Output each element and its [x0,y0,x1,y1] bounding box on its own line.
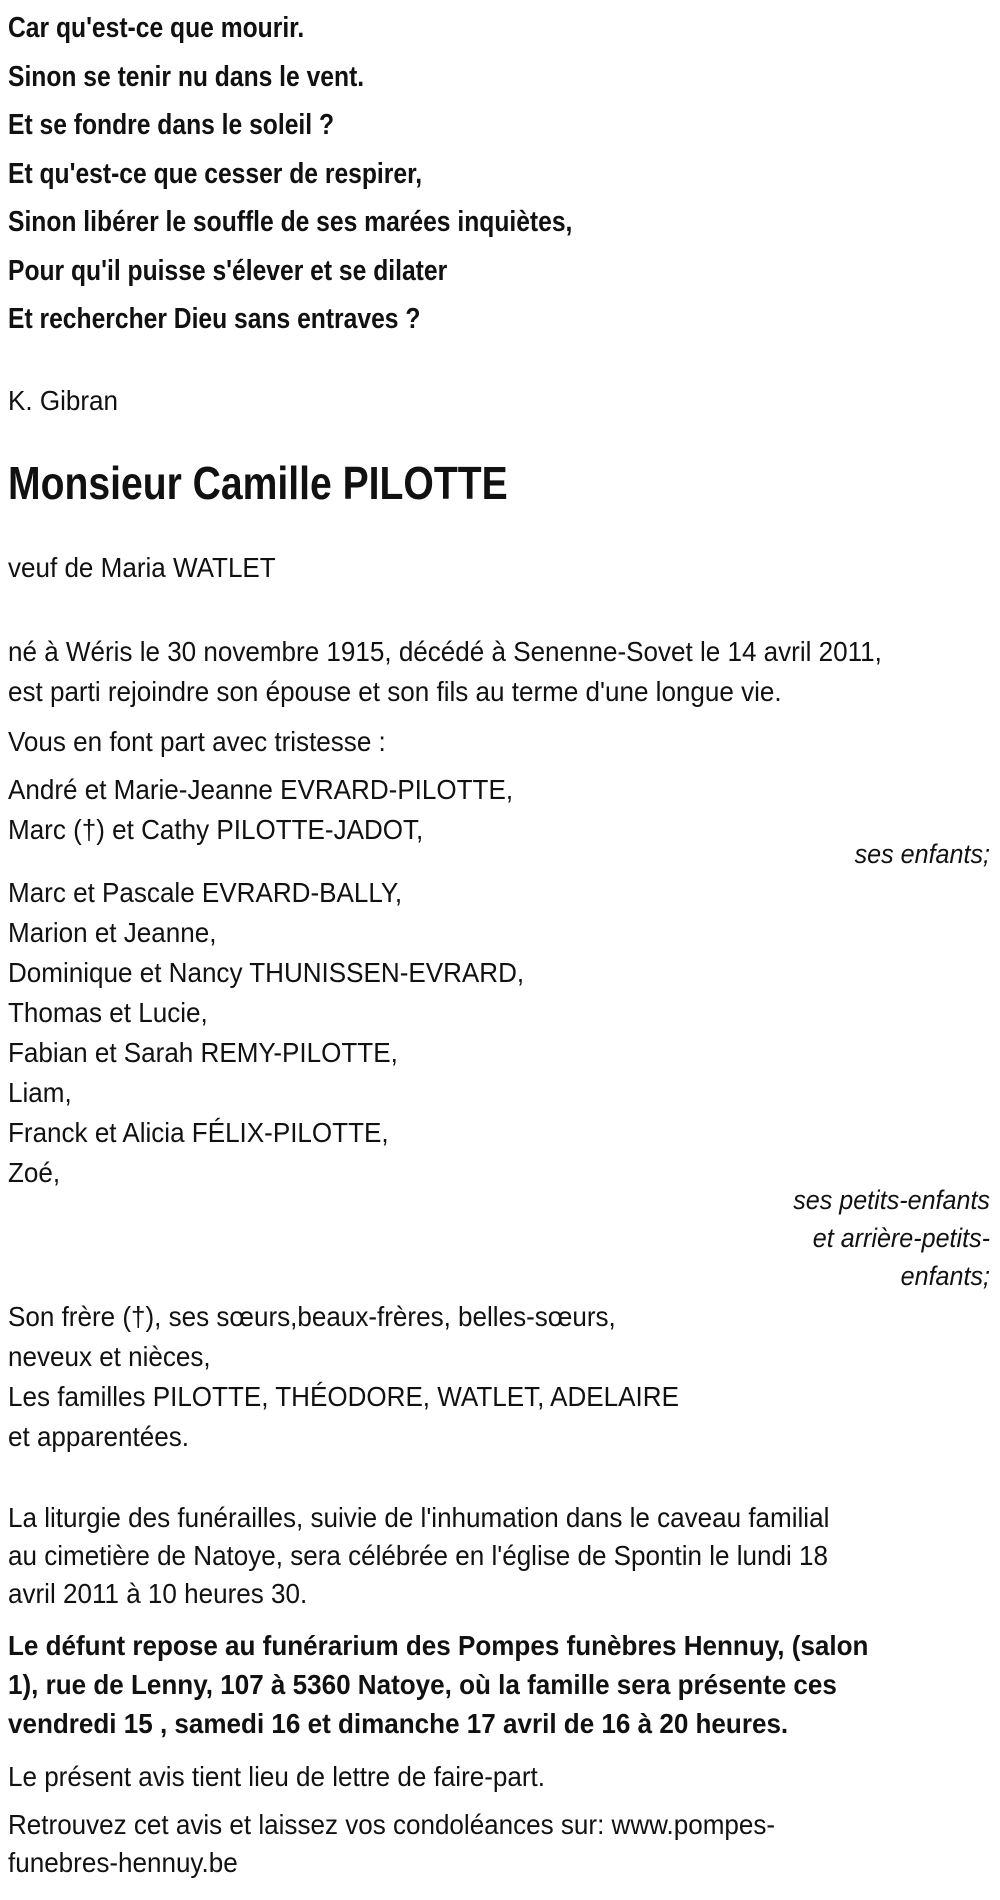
ceremony-details [8,1499,990,1613]
ceremony-line: La liturgie des funérailles, suivie de l'inhumation dans le caveau familial [8,1501,830,1533]
family-line: Les familles PILOTTE, THÉODORE, WATLET, ADELAIRE [8,1380,679,1412]
grandchildren-line: Dominique et Nancy THUNISSEN-EVRARD, [8,956,525,988]
repose-line: vendredi 15 , samedi 16 et dimanche 17 avril de 16 à 20 heures. [8,1707,789,1739]
legal-notice: Le présent avis tient lieu de lettre de faire-part. [8,1760,546,1792]
family-list [8,1297,990,1457]
deceased-name: Monsieur Camille PILOTTE [8,456,508,509]
grandchildren-line: Marion et Jeanne, [8,916,217,948]
grandchildren-label-line: enfants; [900,1260,990,1291]
repose-line: Le défunt repose au funérarium des Pompes funèbres Hennuy, (salon [8,1629,869,1661]
grandchildren-line: Fabian et Sarah REMY-PILOTTE, [8,1036,398,1068]
children-line: Marc (†) et Cathy PILOTTE-JADOT, [8,813,424,845]
grandchildren-list [8,873,990,1193]
poem-line: Sinon libérer le souffle de ses marées inquiètes, [8,206,573,238]
poem-line: Sinon se tenir nu dans le vent. [8,60,365,93]
grandchildren-line: Thomas et Lucie, [8,996,208,1028]
ceremony-line: avril 2011 à 10 heures 30. [8,1577,308,1609]
poem-author: K. Gibran [8,384,119,416]
poem-line: Car qu'est-ce que mourir. [8,12,305,44]
poem-line: Pour qu'il puisse s'élever et se dilater [8,254,448,287]
poem-line: Et rechercher Dieu sans entraves ? [8,303,421,335]
life-summary-line: né à Wéris le 30 novembre 1915, décédé à Senenne-Sovet le 14 avril 2011, [8,635,882,667]
life-summary-line: est parti rejoindre son épouse et son fils au terme d'une longue vie. [8,675,782,707]
grandchildren-label-line: et arrière-petits- [812,1222,990,1253]
life-summary [8,632,990,712]
family-line: et apparentées. [8,1420,189,1452]
repose-line: 1), rue de Lenny, 107 à 5360 Natoye, où la famille sera présente ces [8,1668,837,1700]
ceremony-line: au cimetière de Natoye, sera célébrée en l'église de Spontin le lundi 18 [8,1539,828,1571]
grandchildren-label-line: ses petits-enfants [793,1184,990,1215]
announcement-line: Vous en font part avec tristesse : [8,725,386,757]
children-label: ses enfants; [854,838,990,869]
condolences-info [8,1806,990,1882]
grandchildren-line: Liam, [8,1076,72,1108]
family-line: Son frère (†), ses sœurs,beaux-frères, belles-sœurs, [8,1300,616,1332]
poem-line: Et se fondre dans le soleil ? [8,109,335,141]
marital-status: veuf de Maria WATLET [8,551,276,583]
condolence-line: Retrouvez cet avis et laissez vos condoléances sur: www.pompes- [8,1808,776,1840]
children-line: André et Marie-Jeanne EVRARD-PILOTTE, [8,773,514,805]
poem-line: Et qu'est-ce que cesser de respirer, [8,157,423,190]
website-url: funebres-hennuy.be [8,1846,238,1878]
children-list [8,770,990,850]
family-line: neveux et nièces, [8,1340,211,1372]
grandchildren-line: Zoé, [8,1156,61,1188]
poem [8,4,990,344]
repose-details [8,1626,990,1743]
grandchildren-line: Franck et Alicia FÉLIX-PILOTTE, [8,1116,389,1148]
grandchildren-label [8,1181,990,1295]
grandchildren-line: Marc et Pascale EVRARD-BALLY, [8,876,403,908]
